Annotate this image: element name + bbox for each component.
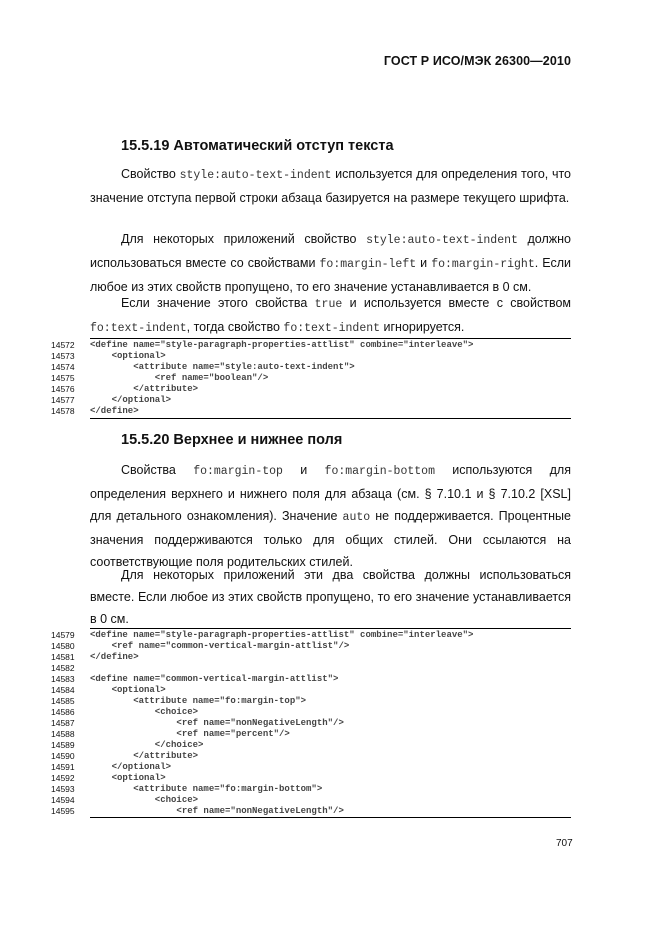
line-number: 14585 <box>51 696 75 706</box>
line-number: 14575 <box>51 373 75 383</box>
line-number: 14574 <box>51 362 75 372</box>
text-run: Для некоторых приложений свойство <box>121 232 367 246</box>
line-number: 14592 <box>51 773 75 783</box>
code-text: <choice> <box>90 707 199 717</box>
code-text: </attribute> <box>90 384 199 394</box>
paragraph-auto-indent-definition <box>90 163 571 209</box>
text-run: и <box>282 463 325 477</box>
text-run: должно использоваться вместе со свойствами <box>90 232 571 270</box>
text-run: используются для определения верхнего и нижнего поля для абзаца (см. § 7.10.1 и § 7.10.2 [XSL] для детального ознакомления). Значение <box>90 463 571 523</box>
paragraph-margin-top-bottom-definition <box>90 459 571 573</box>
code-text: <define name="style-paragraph-properties-attlist" combine="interleave"> <box>90 340 474 350</box>
line-number: 14591 <box>51 762 75 772</box>
code-text: <ref name="percent"/> <box>90 729 290 739</box>
text-run: используется для определения того, что значение отступа первой строки абзаца базируется на размере текущего шрифта. <box>90 167 571 205</box>
line-number: 14584 <box>51 685 75 695</box>
section-title-15-5-19: 15.5.19 Автоматический отступ текста <box>121 138 394 154</box>
line-number: 14572 <box>51 340 75 350</box>
code-block-top-rule <box>90 628 571 629</box>
line-number: 14594 <box>51 795 75 805</box>
code-text: <attribute name="fo:margin-bottom"> <box>90 784 323 794</box>
text-run: не поддерживается. Процентные значения поддерживаются только для общих стилей. Они ссылаются на соответствующие поля родительских стилей. <box>90 509 571 569</box>
code-block-top-rule <box>90 338 571 339</box>
line-number: 14580 <box>51 641 75 651</box>
code-text: <optional> <box>90 351 166 361</box>
text-run: Свойство <box>121 167 180 181</box>
code-term: style:auto-text-indent <box>366 234 518 247</box>
text-run: Для некоторых приложений эти два свойства должны использоваться вместе. Если любое из этих свойств пропущено, то его значение устанавливается в 0 см. <box>90 568 571 626</box>
code-text: <optional> <box>90 773 166 783</box>
line-number: 14577 <box>51 395 75 405</box>
code-text: <optional> <box>90 685 166 695</box>
code-text: </define> <box>90 406 139 416</box>
code-block-bottom-rule <box>90 418 571 419</box>
code-text: </define> <box>90 652 139 662</box>
code-block-bottom-rule <box>90 817 571 818</box>
text-run: и <box>416 256 432 270</box>
code-term: style:auto-text-indent <box>179 169 332 182</box>
code-term: fo:text-indent <box>283 322 381 335</box>
code-text: <choice> <box>90 795 199 805</box>
code-term: fo:margin-right <box>431 258 535 271</box>
code-text: </choice> <box>90 740 204 750</box>
line-number: 14583 <box>51 674 75 684</box>
code-text: <attribute name="style:auto-text-indent"> <box>90 362 355 372</box>
code-term: fo:text-indent <box>90 322 187 335</box>
line-number: 14579 <box>51 630 75 640</box>
code-text: </optional> <box>90 395 172 405</box>
code-text: <define name="common-vertical-margin-attlist"> <box>90 674 339 684</box>
line-number: 14576 <box>51 384 75 394</box>
code-text: <ref name="common-vertical-margin-attlist"/> <box>90 641 350 651</box>
line-number: 14595 <box>51 806 75 816</box>
text-run: , тогда свойство <box>186 320 284 334</box>
code-term: fo:margin-top <box>193 465 283 478</box>
page-number: 707 <box>556 838 573 849</box>
text-run: Если значение этого свойства <box>121 296 315 310</box>
text-run: игнорируется. <box>380 320 465 334</box>
line-number: 14573 <box>51 351 75 361</box>
text-run: . Если любое из этих свойств пропущено, то его значение устанавливается в 0 см. <box>90 256 571 294</box>
code-term: true <box>314 298 343 311</box>
section-title-15-5-20: 15.5.20 Верхнее и нижнее поля <box>121 432 343 448</box>
code-text: <define name="style-paragraph-properties-attlist" combine="interleave"> <box>90 630 474 640</box>
line-number: 14589 <box>51 740 75 750</box>
code-term: fo:margin-left <box>319 258 417 271</box>
code-text: </optional> <box>90 762 172 772</box>
document-header: ГОСТ Р ИСО/МЭК 26300—2010 <box>383 54 571 68</box>
code-text: <ref name="nonNegativeLength"/> <box>90 806 344 816</box>
line-number: 14582 <box>51 663 75 673</box>
line-number: 14578 <box>51 406 75 416</box>
paragraph-auto-indent-usage <box>90 228 571 298</box>
code-text: </attribute> <box>90 751 199 761</box>
code-term: auto <box>342 511 371 524</box>
text-run: Свойства <box>121 463 194 477</box>
line-number: 14581 <box>51 652 75 662</box>
paragraph-auto-indent-true <box>90 292 571 340</box>
code-text: <ref name="nonNegativeLength"/> <box>90 718 344 728</box>
paragraph-margin-usage <box>90 564 571 630</box>
code-text: <ref name="boolean"/> <box>90 373 269 383</box>
text-run: и используется вместе с свойством <box>342 296 571 310</box>
code-term: fo:margin-bottom <box>324 465 435 478</box>
line-number: 14587 <box>51 718 75 728</box>
line-number: 14588 <box>51 729 75 739</box>
code-text: <attribute name="fo:margin-top"> <box>90 696 307 706</box>
line-number: 14593 <box>51 784 75 794</box>
line-number: 14586 <box>51 707 75 717</box>
line-number: 14590 <box>51 751 75 761</box>
